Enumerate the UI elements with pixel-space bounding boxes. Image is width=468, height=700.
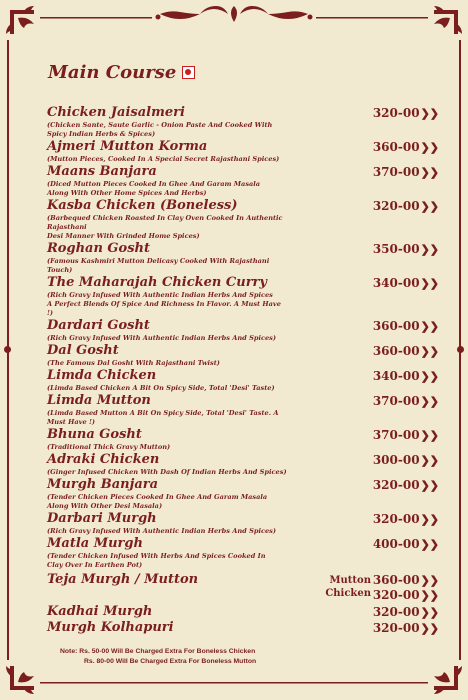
- menu-item: [47, 368, 439, 393]
- menu-item: [47, 620, 439, 636]
- item-name: The Maharajah Chicken Curry: [47, 275, 267, 290]
- item-description: Along With Other Home Spices And Herbs): [47, 189, 207, 197]
- item-description: A Perfect Blends Of Spice And Richness In Flavor. A Must Have !): [47, 300, 281, 317]
- item-description: (Tender Chicken Infused With Herbs And Spices Cooked In: [47, 552, 266, 560]
- item-price: [373, 199, 439, 214]
- menu-item: [47, 536, 439, 570]
- note-line-2: Rs. 80-00 Will Be Charged Extra For Boneless Mutton: [84, 658, 257, 665]
- price-value: 300-00: [372, 453, 420, 467]
- price-value: 360-00: [372, 344, 420, 358]
- item-price: [373, 478, 439, 493]
- item-name: Chicken Jaisalmeri: [47, 105, 185, 120]
- price-marker-icon: ❯❯: [420, 277, 439, 290]
- item-price: [373, 140, 439, 155]
- left-border-dot: [4, 346, 11, 353]
- price-value: 320-00: [372, 588, 420, 602]
- menu-item: [47, 604, 439, 620]
- item-price: [373, 106, 439, 121]
- item-price: [373, 428, 439, 443]
- menu-item-teja: [47, 572, 439, 604]
- item-price: [373, 621, 439, 636]
- price-value: 320-00: [372, 605, 420, 619]
- price-marker-icon: ❯❯: [420, 320, 439, 333]
- item-description: Desi Manner With Grinded Home Spices): [47, 232, 200, 240]
- price-marker-icon: ❯❯: [420, 370, 439, 383]
- item-price: [373, 165, 439, 180]
- item-description: (Tender Chicken Pieces Cooked In Ghee And Garam Masala: [47, 493, 268, 501]
- item-name: Dardari Gosht: [47, 318, 150, 333]
- menu-item: [47, 452, 439, 477]
- item-name: Kasba Chicken (Boneless): [47, 198, 238, 213]
- price-marker-icon: ❯❯: [420, 141, 439, 154]
- item-name: Matla Murgh: [47, 536, 143, 551]
- menu-item: [47, 477, 439, 511]
- price-marker-icon: ❯❯: [420, 589, 439, 602]
- price-marker-icon: ❯❯: [420, 107, 439, 120]
- item-name: Dal Gosht: [47, 343, 119, 358]
- price-value: 370-00: [372, 394, 420, 408]
- item-description: Clay Over In Earthen Pot): [47, 561, 143, 569]
- price-value: 360-00: [372, 573, 420, 587]
- menu-item: [47, 318, 439, 343]
- item-description: (Rich Gravy Infused With Authentic Indian Herbs And Spices: [47, 291, 273, 299]
- price-value: 320-00: [372, 478, 420, 492]
- price-value: 320-00: [372, 199, 420, 213]
- item-name: Murgh Kolhapuri: [47, 620, 174, 635]
- item-name: Limda Chicken: [47, 368, 157, 383]
- item-description: (Traditional Thick Gravy Mutton): [47, 443, 171, 451]
- menu-item: [47, 198, 439, 241]
- price-marker-icon: ❯❯: [420, 606, 439, 619]
- price-value: 360-00: [372, 319, 420, 333]
- item-description: (Rich Gravy Infused With Authentic Indian Herbs And Spices): [47, 527, 277, 535]
- menu-list: [47, 105, 439, 636]
- price-value: 340-00: [372, 369, 420, 383]
- variant-row-chicken: [47, 588, 439, 604]
- item-description: Spicy Indian Herbs & Spices): [47, 130, 156, 138]
- item-name: Roghan Gosht: [47, 241, 150, 256]
- menu-item: [47, 241, 439, 275]
- item-description: (Limda Based Chicken A Bit On Spicy Side, Total 'Desi' Taste): [47, 384, 275, 392]
- item-name: Maans Banjara: [47, 164, 157, 179]
- item-price: [373, 588, 439, 603]
- item-description: (Rich Gravy Infused With Authentic Indian Herbs And Spices): [47, 334, 277, 342]
- item-name: Murgh Banjara: [47, 477, 159, 492]
- price-value: 400-00: [372, 537, 420, 551]
- item-price: [373, 573, 439, 588]
- item-description: Along With Other Desi Masala): [47, 502, 163, 510]
- item-price: [373, 453, 439, 468]
- price-value: 320-00: [372, 512, 420, 526]
- price-marker-icon: ❯❯: [420, 429, 439, 442]
- item-description: (Famous Kashmiri Mutton Delicasy Cooked With Rajasthani Touch): [47, 257, 270, 274]
- price-marker-icon: ❯❯: [420, 395, 439, 408]
- item-description: (The Famous Dal Gosht With Rajasthani Twist): [47, 359, 220, 367]
- price-marker-icon: ❯❯: [420, 243, 439, 256]
- item-description: (Barbequed Chicken Roasted In Clay Oven Cooked In Authentic Rajasthani: [47, 214, 283, 231]
- item-name: Darbari Murgh: [47, 511, 157, 526]
- price-value: 320-00: [372, 106, 420, 120]
- price-value: 320-00: [372, 621, 420, 635]
- price-marker-icon: ❯❯: [420, 345, 439, 358]
- item-name: Kadhai Murgh: [47, 604, 153, 619]
- section-header: [48, 62, 195, 83]
- price-marker-icon: ❯❯: [420, 513, 439, 526]
- item-description: (Limda Based Mutton A Bit On Spicy Side, Total 'Desi' Taste. A Must Have !): [47, 409, 279, 426]
- price-marker-icon: ❯❯: [420, 622, 439, 635]
- item-price: [373, 537, 439, 552]
- price-value: 350-00: [372, 242, 420, 256]
- menu-item: [47, 275, 439, 318]
- boneless-note: [60, 647, 390, 667]
- price-marker-icon: ❯❯: [420, 479, 439, 492]
- note-line-1: Note: Rs. 50-00 Will Be Charged Extra For Boneless Chicken: [60, 648, 256, 655]
- non-veg-mark-icon: [182, 66, 195, 79]
- menu-item: [47, 393, 439, 427]
- item-price: [373, 605, 439, 620]
- price-marker-icon: ❯❯: [420, 200, 439, 213]
- item-price: [373, 369, 439, 384]
- price-marker-icon: ❯❯: [420, 454, 439, 467]
- section-title: Main Course: [48, 62, 177, 83]
- menu-item: [47, 511, 439, 536]
- price-value: 340-00: [372, 276, 420, 290]
- item-description: (Diced Mutton Pieces Cooked In Ghee And Garam Masala: [47, 180, 261, 188]
- price-marker-icon: ❯❯: [420, 574, 439, 587]
- item-price: [373, 394, 439, 409]
- menu-item: [47, 164, 439, 198]
- price-value: 370-00: [372, 165, 420, 179]
- variant-label-mutton: Mutton: [329, 575, 371, 586]
- item-price: [373, 242, 439, 257]
- price-marker-icon: ❯❯: [420, 538, 439, 551]
- variant-label-chicken: Chicken: [325, 588, 371, 599]
- item-name: Bhuna Gosht: [47, 427, 142, 442]
- item-price: [373, 344, 439, 359]
- top-ornament-border: [0, 0, 468, 40]
- item-name: Limda Mutton: [47, 393, 151, 408]
- right-border-dot: [457, 346, 464, 353]
- price-value: 370-00: [372, 428, 420, 442]
- item-price: [373, 276, 439, 291]
- item-name: Adraki Chicken: [47, 452, 160, 467]
- menu-item: [47, 427, 439, 452]
- item-price: [373, 512, 439, 527]
- price-value: 360-00: [372, 140, 420, 154]
- item-description: (Mutton Pieces, Cooked In A Special Secret Rajasthani Spices): [47, 155, 280, 163]
- item-name: Teja Murgh / Mutton: [47, 572, 199, 587]
- menu-item: [47, 105, 439, 139]
- item-name: Ajmeri Mutton Korma: [47, 139, 208, 154]
- menu-item: [47, 343, 439, 368]
- menu-item: [47, 139, 439, 164]
- item-price: [373, 319, 439, 334]
- item-description: (Ginger Infused Chicken With Dash Of Indian Herbs And Spices): [47, 468, 287, 476]
- item-description: (Chicken Sante, Saute Garlic - Onion Paste And Cooked With: [47, 121, 273, 129]
- price-marker-icon: ❯❯: [420, 166, 439, 179]
